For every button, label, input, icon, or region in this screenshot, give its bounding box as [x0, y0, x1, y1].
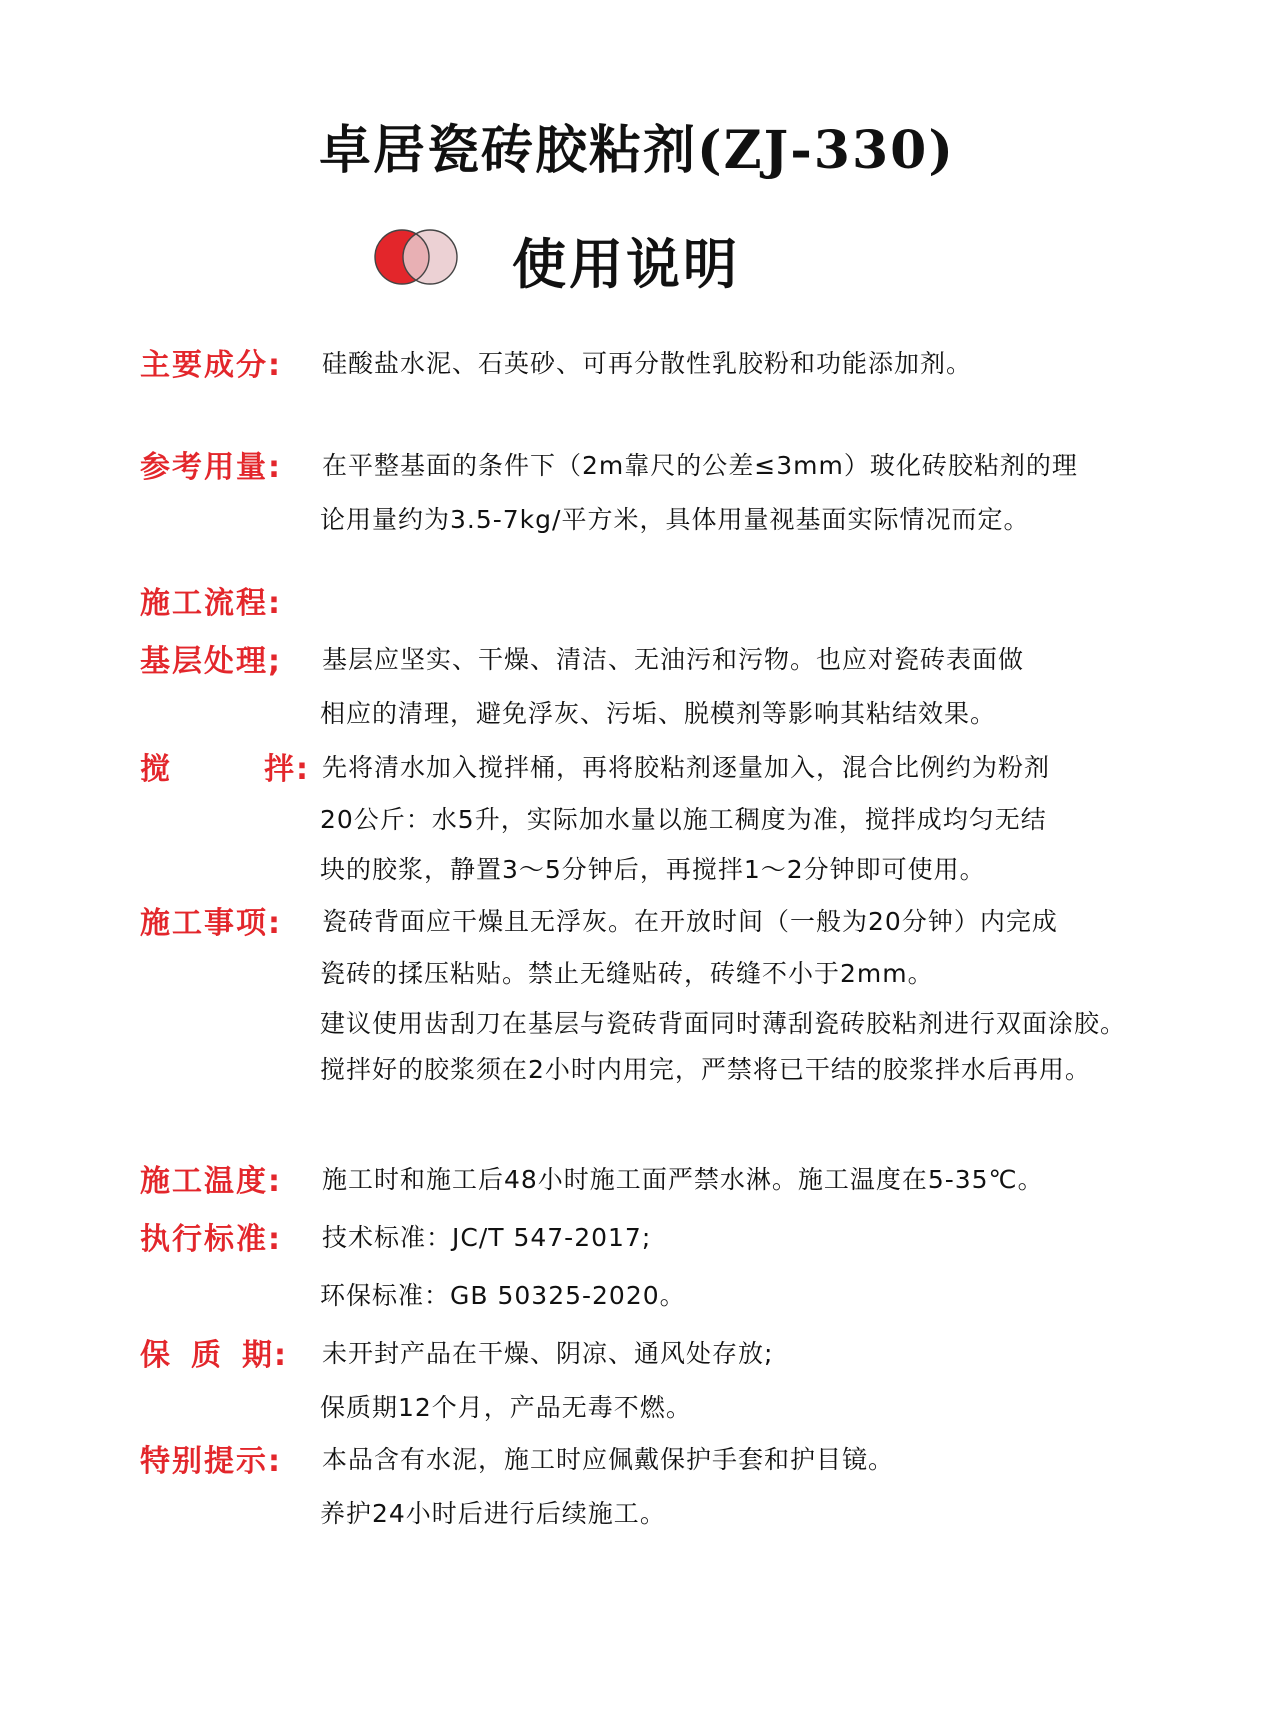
label-shelf-life-char-1: 保	[140, 1338, 172, 1373]
subtitle-row	[372, 222, 792, 302]
dosage-line-2: 论用量约为3.5-7kg/平方米，具体用量视基面实际情况而定。	[320, 505, 1030, 534]
subtitle: 使用说明	[512, 232, 740, 296]
label-composition: 主要成分:	[140, 348, 282, 383]
shelf-life-line-1: 未开封产品在干燥、阴凉、通风处存放;	[322, 1339, 774, 1368]
label-shelf-life-char-3: 期:	[242, 1338, 288, 1373]
notes-line-2: 瓷砖的揉压粘贴。禁止无缝贴砖，砖缝不小于2mm。	[320, 959, 934, 988]
label-process: 施工流程:	[140, 586, 282, 621]
overlapping-circles-icon	[372, 227, 468, 287]
composition-line-1: 硅酸盐水泥、石英砂、可再分散性乳胶粉和功能添加剂。	[322, 349, 973, 378]
label-special: 特别提示:	[140, 1444, 282, 1479]
document-title: 卓居瓷砖胶粘剂(ZJ-330)	[319, 120, 955, 181]
notes-line-1: 瓷砖背面应干燥且无浮灰。在开放时间（一般为20分钟）内完成	[322, 907, 1058, 936]
notes-line-3: 建议使用齿刮刀在基层与瓷砖背面同时薄刮瓷砖胶粘剂进行双面涂胶。	[320, 1009, 1127, 1038]
special-line-1: 本品含有水泥，施工时应佩戴保护手套和护目镜。	[322, 1445, 895, 1474]
label-notes: 施工事项:	[140, 906, 282, 941]
label-standard: 执行标准:	[140, 1222, 282, 1257]
label-dosage: 参考用量:	[140, 450, 282, 485]
label-mixing-char-2: 拌:	[264, 752, 310, 787]
standard-line-2: 环保标准：GB 50325-2020。	[320, 1281, 686, 1310]
label-base-treatment: 基层处理;	[140, 644, 282, 679]
shelf-life-line-2: 保质期12个月，产品无毒不燃。	[320, 1393, 692, 1422]
base-treatment-line-1: 基层应坚实、干燥、清洁、无油污和污物。也应对瓷砖表面做	[322, 645, 1025, 674]
mixing-line-1: 先将清水加入搅拌桶，再将胶粘剂逐量加入，混合比例约为粉剂	[322, 753, 1051, 782]
base-treatment-line-2: 相应的清理，避免浮灰、污垢、脱模剂等影响其粘结效果。	[320, 699, 997, 728]
temperature-line-1: 施工时和施工后48小时施工面严禁水淋。施工温度在5-35℃。	[322, 1165, 1044, 1194]
label-shelf-life-char-2: 质	[191, 1338, 223, 1373]
notes-line-4: 搅拌好的胶浆须在2小时内用完，严禁将已干结的胶浆拌水后再用。	[320, 1055, 1091, 1084]
special-line-2: 养护24小时后进行后续施工。	[320, 1499, 666, 1528]
standard-line-1: 技术标准：JC/T 547-2017;	[322, 1223, 652, 1252]
label-mixing-char-1: 搅	[140, 752, 172, 787]
mixing-line-2: 20公斤：水5升，实际加水量以施工稠度为准，搅拌成均匀无结	[320, 805, 1047, 834]
label-mixing	[140, 744, 310, 788]
dosage-line-1: 在平整基面的条件下（2m靠尺的公差≤3mm）玻化砖胶粘剂的理	[322, 451, 1078, 480]
mixing-line-3: 块的胶浆，静置3～5分钟后，再搅拌1～2分钟即可使用。	[320, 855, 986, 884]
label-shelf-life	[140, 1330, 288, 1374]
label-temperature: 施工温度:	[140, 1164, 282, 1199]
